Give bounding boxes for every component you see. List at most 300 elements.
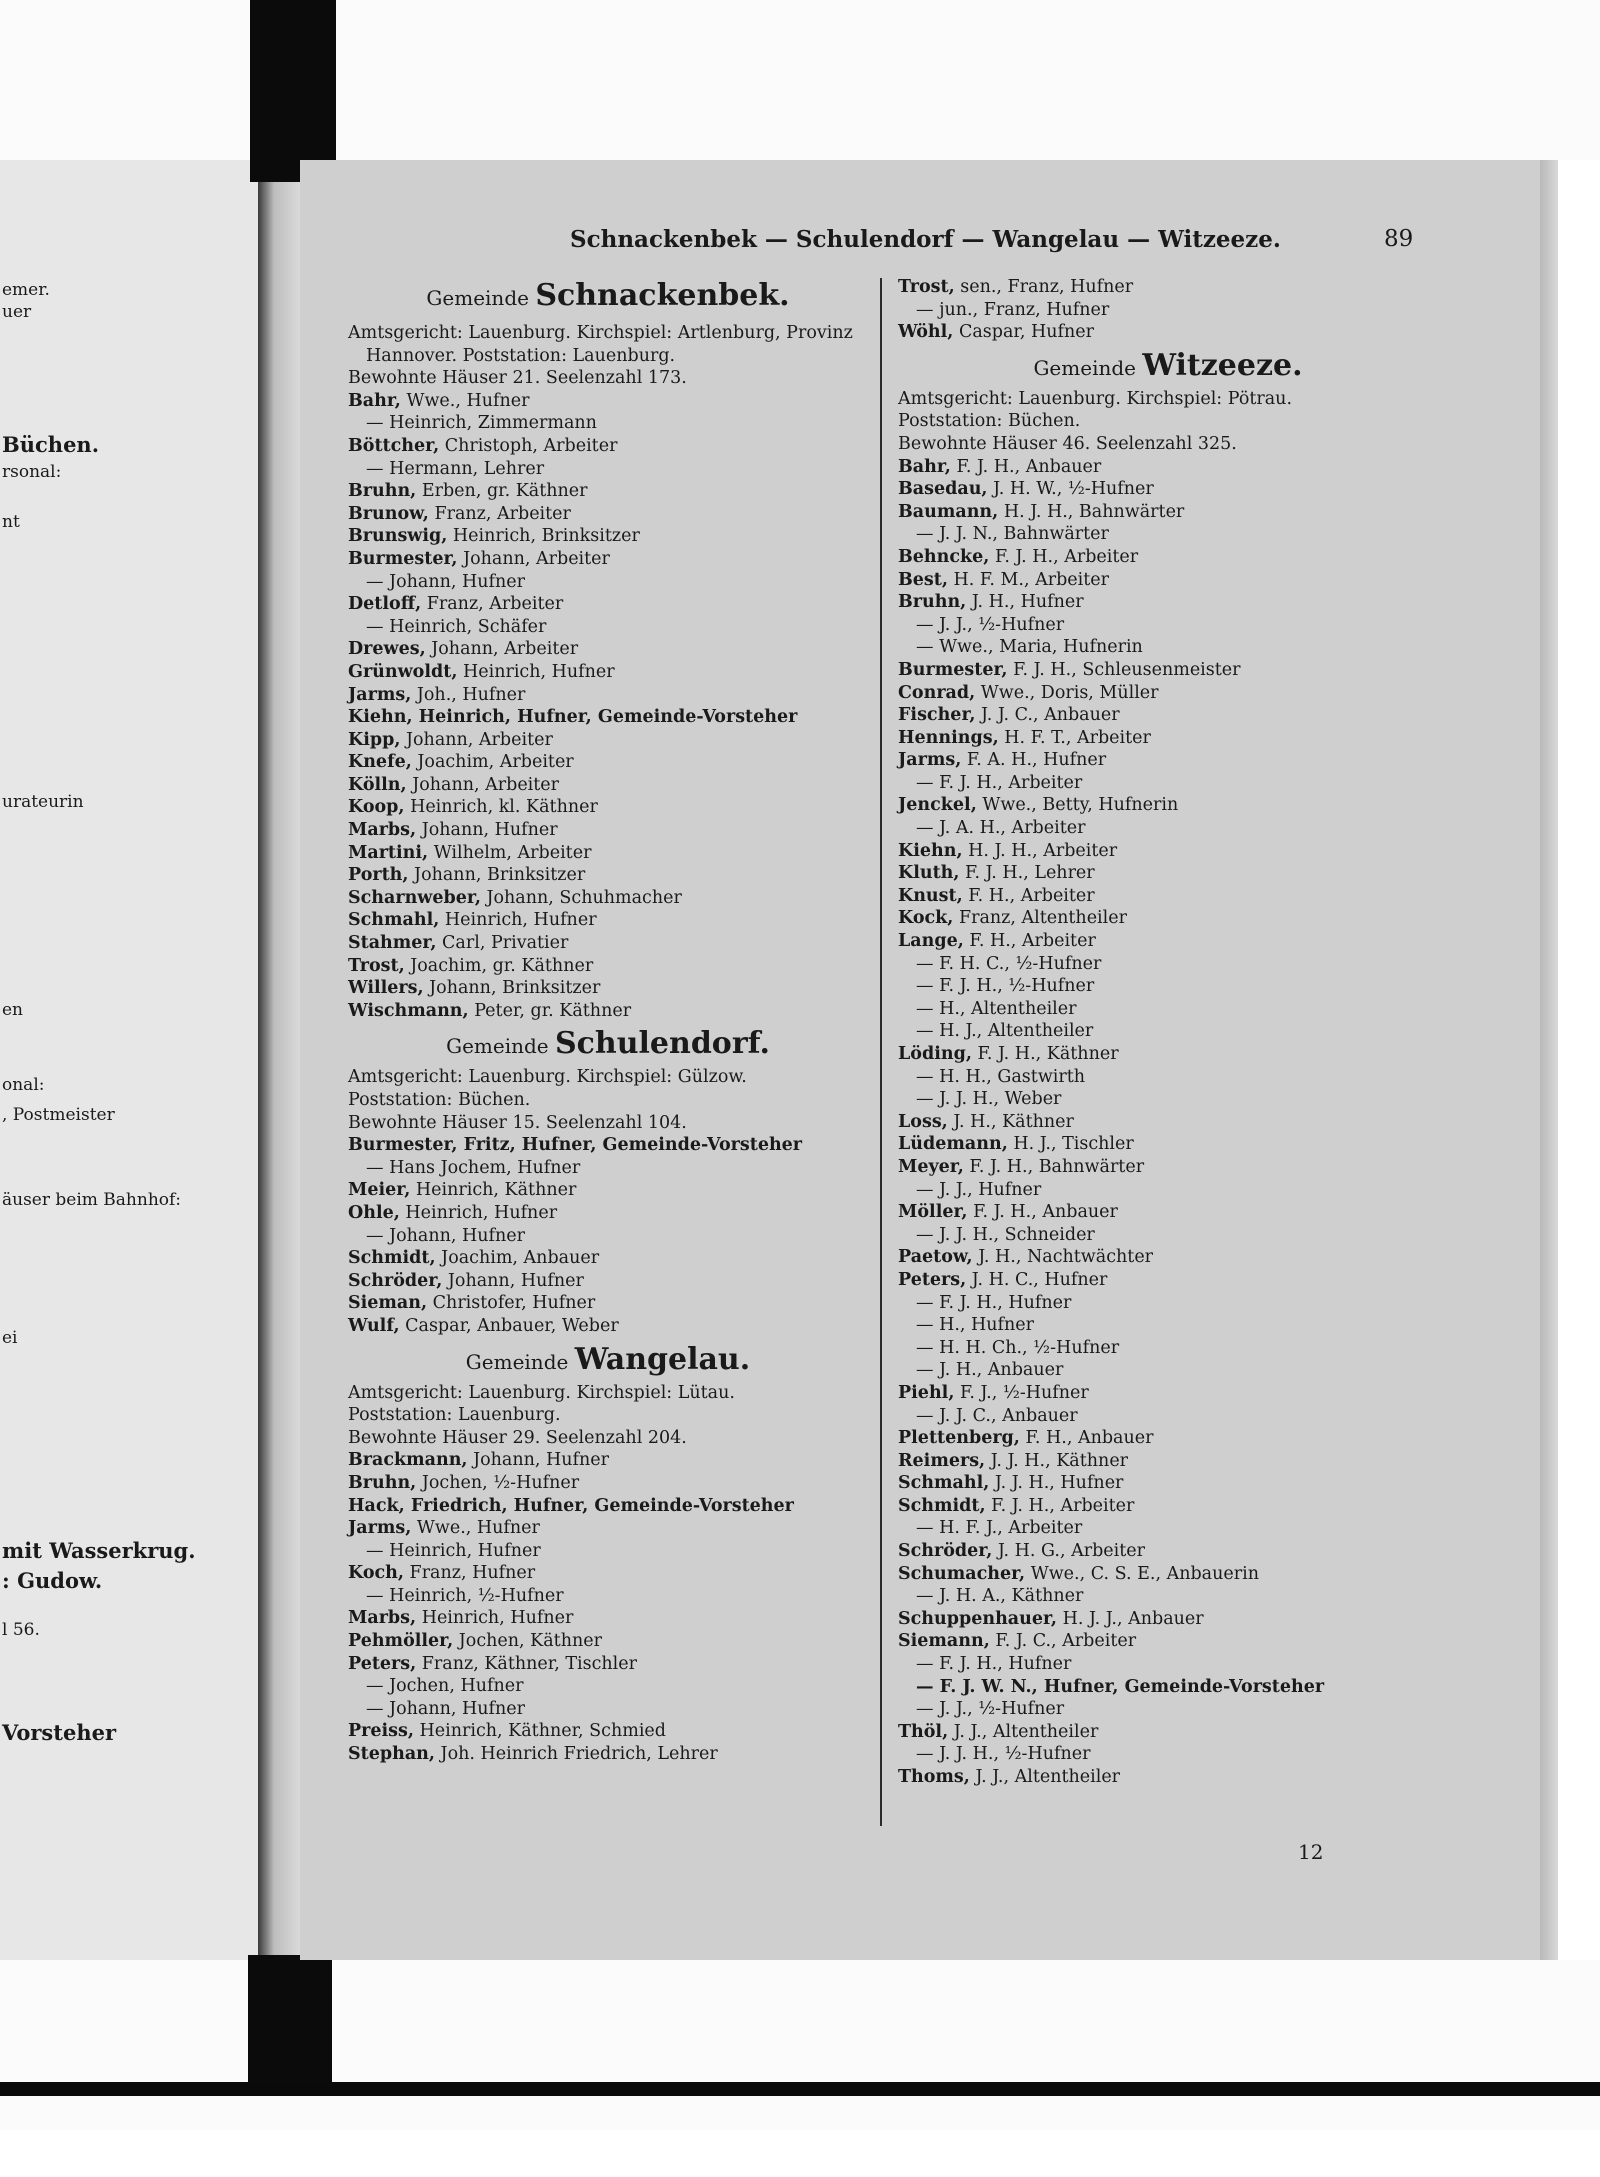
gemeinde-label: Gemeinde <box>465 1349 569 1374</box>
resident-details: Johann, Brinksitzer <box>408 865 586 886</box>
resident-details: Johann, Arbeiter <box>425 639 579 660</box>
left-page-text: ei <box>2 1328 18 1348</box>
resident-details: F. J. H., Käthner <box>971 1044 1119 1064</box>
resident-entry-vorsteher <box>348 1495 868 1518</box>
resident-details: Wwe., Hufner <box>400 390 530 411</box>
info-text: Bewohnte Häuser 29. Seelenzahl 204. <box>348 1427 687 1448</box>
resident-entry <box>898 704 1438 727</box>
resident-entry <box>348 1292 868 1315</box>
resident-surname: Wöhl, <box>898 322 954 343</box>
resident-subentry <box>348 458 868 481</box>
resident-surname: Trost, <box>898 277 955 297</box>
resident-details: Carl, Privatier <box>436 933 569 954</box>
resident-details: Heinrich, Brinksitzer <box>447 526 640 547</box>
resident-details: — H. F. J., Arbeiter <box>916 1518 1083 1539</box>
resident-surname: Thöl, <box>898 1721 949 1742</box>
resident-entry <box>898 456 1438 479</box>
resident-surname: Peters, <box>898 1269 967 1290</box>
resident-details: — F. J. H., Arbeiter <box>916 772 1083 793</box>
column-divider <box>880 278 882 1826</box>
resident-entry <box>898 840 1438 863</box>
resident-details: J. H. W., ½-Hufner <box>987 479 1154 500</box>
resident-details: — J. J. H., ½-Hufner <box>916 1744 1091 1765</box>
gemeinde-info <box>898 388 1438 411</box>
resident-details: Joh. Heinrich Friedrich, Lehrer <box>434 1744 718 1765</box>
resident-surname: Wulf, <box>348 1315 400 1336</box>
resident-entry <box>348 1179 868 1202</box>
resident-details: Jochen, ½-Hufner <box>416 1472 580 1493</box>
resident-entry <box>348 1517 868 1540</box>
resident-subentry <box>898 1224 1438 1247</box>
resident-details: Christofer, Hufner <box>427 1293 596 1314</box>
resident-details: J. J. H., Käthner <box>985 1450 1129 1471</box>
resident-details: Heinrich, Hufner <box>439 910 597 931</box>
resident-entry <box>348 1247 868 1270</box>
running-header: Schnackenbek — Schulendorf — Wangelau — Witzeeze. <box>570 226 1281 253</box>
scan-border <box>0 2082 1600 2096</box>
resident-surname: Kluth, <box>898 863 960 884</box>
resident-subentry <box>348 1675 868 1698</box>
resident-entry <box>348 1653 868 1676</box>
resident-entry <box>898 1721 1438 1744</box>
resident-details: — Hermann, Lehrer <box>366 458 545 479</box>
gemeinde-heading <box>348 1338 868 1382</box>
gemeinde-name: Witzeeze. <box>1142 347 1303 383</box>
resident-surname: Martini, <box>348 842 429 863</box>
resident-details: — J. J. C., Anbauer <box>916 1405 1078 1426</box>
resident-surname: Kock, <box>898 908 954 929</box>
resident-surname: Pehmöller, <box>348 1631 454 1652</box>
resident-surname: Schröder, <box>898 1541 993 1562</box>
resident-details: — H., Hufner <box>916 1315 1035 1336</box>
resident-details: Wwe., Hufner <box>411 1518 540 1539</box>
resident-entry <box>348 909 868 932</box>
resident-entry <box>898 546 1438 569</box>
resident-surname: Bahr, <box>348 390 401 411</box>
left-column <box>348 276 868 1766</box>
resident-surname: Ohle, <box>348 1202 400 1223</box>
resident-details: — H., Altentheiler <box>916 998 1077 1019</box>
info-text: Bewohnte Häuser 15. Seelenzahl 104. <box>348 1112 687 1133</box>
left-page-text: rsonal: <box>2 462 62 482</box>
resident-surname: Lüdemann, <box>898 1134 1008 1155</box>
scan-background <box>0 1960 1600 2130</box>
resident-surname: Stephan, <box>348 1744 435 1765</box>
gemeinde-label: Gemeinde <box>1033 355 1136 380</box>
resident-details: Johann, Brinksitzer <box>423 978 601 999</box>
left-page-text: äuser beim Bahnhof: <box>2 1190 182 1210</box>
info-text: Poststation: Büchen. <box>898 411 1081 432</box>
resident-entry <box>898 1563 1438 1586</box>
resident-details: J. J. C., Anbauer <box>975 705 1120 726</box>
resident-details: J. H., Käthner <box>947 1111 1074 1132</box>
resident-details: — H. H., Gastwirth <box>916 1066 1086 1087</box>
resident-details: Franz, Käthner, Tischler <box>416 1653 637 1674</box>
resident-details: — Johann, Hufner <box>366 1225 525 1246</box>
resident-surname: Detloff, <box>348 594 422 615</box>
resident-surname: Koch, <box>348 1563 404 1584</box>
resident-surname: Marbs, <box>348 1608 417 1629</box>
resident-details: F. J. H., Schleusenmeister <box>1007 659 1241 680</box>
info-text: Bewohnte Häuser 21. Seelenzahl 173. <box>348 368 687 389</box>
resident-surname: Hennings, <box>898 727 999 748</box>
info-text: Poststation: Büchen. <box>348 1090 531 1110</box>
resident-surname: Bruhn, <box>348 1472 417 1493</box>
resident-subentry <box>348 412 868 435</box>
resident-entry <box>898 1630 1438 1653</box>
resident-subentry <box>898 1314 1438 1337</box>
resident-details: F. H., Arbeiter <box>963 931 1096 952</box>
left-page-text: l 56. <box>2 1620 40 1640</box>
resident-surname: Loss, <box>898 1111 948 1132</box>
resident-entry-vorsteher <box>348 706 868 729</box>
resident-details: Wilhelm, Arbeiter <box>428 842 592 863</box>
resident-details: Joachim, Arbeiter <box>411 752 574 773</box>
resident-details: Franz, Altentheiler <box>953 908 1127 929</box>
book-binding <box>250 0 336 182</box>
resident-surname: Lange, <box>898 931 964 952</box>
gemeinde-info <box>348 345 868 368</box>
resident-subentry <box>898 1743 1438 1766</box>
resident-entry <box>898 1382 1438 1405</box>
resident-details: F. A. H., Hufner <box>961 750 1107 771</box>
resident-entry <box>348 774 868 797</box>
gemeinde-info <box>348 1404 868 1427</box>
book-gutter <box>258 160 304 1960</box>
resident-details: F. J. H., Anbauer <box>967 1202 1118 1223</box>
resident-surname: Grünwoldt, <box>348 661 458 682</box>
resident-entry <box>348 525 868 548</box>
gemeinde-info <box>348 1112 868 1135</box>
resident-details: J. H., Nachtwächter <box>972 1247 1154 1268</box>
resident-details: F. J. H., Arbeiter <box>985 1495 1135 1516</box>
resident-entry <box>348 751 868 774</box>
resident-subentry <box>898 1585 1438 1608</box>
resident-details: F. H., Arbeiter <box>962 885 1095 906</box>
resident-surname: Jarms, <box>348 1518 412 1539</box>
resident-surname: Stahmer, <box>348 933 437 954</box>
resident-details: F. J. H., Bahnwärter <box>963 1156 1145 1177</box>
resident-details: J. J., Altentheiler <box>969 1767 1121 1787</box>
gemeinde-label: Gemeinde <box>426 286 529 310</box>
resident-details: Joachim, gr. Käthner <box>404 955 594 976</box>
resident-subentry <box>898 1676 1438 1699</box>
resident-details: Franz, Hufner <box>403 1563 536 1584</box>
gemeinde-heading <box>348 276 868 322</box>
resident-surname: Siemann, <box>898 1631 990 1652</box>
resident-details: Caspar, Hufner <box>953 322 1094 343</box>
resident-surname: Peters, <box>348 1653 417 1674</box>
resident-details: — F. J. W. N., Hufner, Gemeinde-Vorsteher <box>916 1676 1325 1697</box>
resident-entry <box>348 480 868 503</box>
resident-entry <box>348 977 868 1000</box>
resident-details: Heinrich, Käthner <box>410 1180 577 1201</box>
resident-entry <box>348 435 868 458</box>
gemeinde-info <box>898 433 1438 456</box>
info-text: Bewohnte Häuser 46. Seelenzahl 325. <box>898 433 1237 454</box>
left-page-text: : Gudow. <box>2 1568 103 1593</box>
resident-subentry <box>348 1225 868 1248</box>
resident-details: — J. J., ½-Hufner <box>916 1699 1065 1720</box>
resident-details: — F. J. H., ½-Hufner <box>916 976 1095 997</box>
resident-surname: Bahr, <box>898 456 951 477</box>
resident-surname: Brackmann, <box>348 1450 468 1471</box>
gemeinde-info <box>348 322 868 345</box>
resident-surname: Porth, <box>348 865 409 886</box>
resident-entry <box>348 1472 868 1495</box>
resident-details: Heinrich, Hufner <box>457 661 615 682</box>
resident-details: Wwe., Betty, Hufnerin <box>976 795 1179 816</box>
resident-details: — J. H., Anbauer <box>916 1360 1064 1381</box>
resident-entry <box>898 591 1438 614</box>
resident-surname: Burmester, Fritz, Hufner, Gemeinde-Vorsteher <box>348 1135 803 1156</box>
resident-surname: Meyer, <box>898 1156 964 1177</box>
resident-details: Johann, Schuhmacher <box>480 887 682 908</box>
resident-entry <box>348 1630 868 1653</box>
resident-subentry <box>348 616 868 639</box>
resident-subentry <box>348 1698 868 1721</box>
resident-entry <box>348 864 868 887</box>
resident-details: Jochen, Käthner <box>453 1631 602 1652</box>
resident-details: — jun., Franz, Hufner <box>916 299 1110 320</box>
resident-entry <box>348 819 868 842</box>
resident-surname: Kiehn, <box>898 840 963 861</box>
gemeinde-info <box>348 1427 868 1450</box>
resident-subentry <box>898 1088 1438 1111</box>
resident-details: — J. J., Hufner <box>916 1179 1042 1200</box>
resident-subentry <box>898 1337 1438 1360</box>
resident-surname: Kölln, <box>348 774 407 795</box>
resident-subentry <box>898 975 1438 998</box>
resident-entry <box>348 729 868 752</box>
resident-entry <box>348 796 868 819</box>
left-page-text: Büchen. <box>2 432 100 457</box>
resident-details: J. H. C., Hufner <box>966 1269 1108 1290</box>
resident-surname: Schmahl, <box>348 910 440 931</box>
resident-entry <box>348 1449 868 1472</box>
resident-surname: Best, <box>898 569 948 590</box>
resident-surname: Schmahl, <box>898 1473 990 1494</box>
resident-surname: Jarms, <box>348 684 412 705</box>
resident-surname: Brunswig, <box>348 526 448 547</box>
resident-subentry <box>898 1405 1438 1428</box>
resident-entry <box>348 887 868 910</box>
resident-details: Johann, Hufner <box>416 820 558 841</box>
resident-surname: Löding, <box>898 1044 972 1064</box>
scan-background <box>0 0 1600 160</box>
resident-surname: Marbs, <box>348 820 417 841</box>
left-page-text: onal: <box>2 1075 45 1095</box>
resident-entry <box>898 1111 1438 1134</box>
resident-surname: Möller, <box>898 1202 968 1223</box>
gemeinde-info <box>348 1089 868 1112</box>
resident-details: — Hans Jochem, Hufner <box>366 1157 581 1178</box>
right-column <box>898 276 1438 1789</box>
resident-details: F. J. H., Anbauer <box>950 456 1102 477</box>
resident-entry <box>898 1043 1438 1066</box>
resident-entry <box>348 1315 868 1338</box>
info-text: Amtsgericht: Lauenburg. Kirchspiel: Lütau. <box>348 1382 735 1403</box>
resident-subentry <box>898 1359 1438 1382</box>
book-binding <box>248 1955 332 2085</box>
gemeinde-info <box>348 367 868 390</box>
left-page-text: mit Wasserkrug. <box>2 1538 196 1563</box>
resident-surname: Schmidt, <box>898 1495 986 1516</box>
resident-surname: Preiss, <box>348 1721 414 1742</box>
resident-details: J. J. H., Hufner <box>989 1473 1124 1494</box>
resident-details: H. J. J., Anbauer <box>1057 1608 1204 1629</box>
resident-details: — Johann, Hufner <box>366 571 525 592</box>
resident-subentry <box>898 1066 1438 1089</box>
resident-details: H. J. H., Bahnwärter <box>998 501 1185 522</box>
resident-subentry <box>898 614 1438 637</box>
resident-details: F. J. H., Arbeiter <box>989 546 1139 567</box>
resident-surname: Meier, <box>348 1180 411 1201</box>
resident-entry <box>898 276 1438 299</box>
resident-subentry <box>898 953 1438 976</box>
resident-details: J. H., Hufner <box>966 592 1084 613</box>
gemeinde-info <box>348 1066 868 1089</box>
resident-details: J. J., Altentheiler <box>948 1721 1099 1742</box>
resident-details: — Johann, Hufner <box>366 1698 525 1719</box>
resident-entry <box>898 501 1438 524</box>
resident-surname: Behncke, <box>898 546 990 567</box>
resident-subentry <box>348 1540 868 1563</box>
resident-entry <box>348 593 868 616</box>
info-text: Poststation: Lauenburg. <box>348 1405 561 1426</box>
resident-surname: Schmidt, <box>348 1248 436 1269</box>
resident-entry <box>348 842 868 865</box>
resident-details: — F. J. H., Hufner <box>916 1292 1072 1313</box>
left-page-text: , Postmeister <box>2 1105 115 1125</box>
resident-entry <box>898 930 1438 953</box>
info-text: Amtsgericht: Lauenburg. Kirchspiel: Artlenburg, Provinz <box>348 323 853 343</box>
resident-entry <box>898 1450 1438 1473</box>
resident-details: F. J. H., Lehrer <box>959 863 1095 884</box>
resident-entry <box>898 885 1438 908</box>
resident-details: H. J., Tischler <box>1007 1134 1134 1155</box>
resident-details: Joachim, Anbauer <box>435 1248 600 1269</box>
resident-details: Heinrich, Hufner <box>399 1202 558 1223</box>
resident-details: — Heinrich, Schäfer <box>366 616 547 637</box>
resident-entry <box>348 1000 868 1023</box>
resident-details: — J. H. A., Käthner <box>916 1586 1084 1607</box>
resident-details: F. H., Anbauer <box>1019 1428 1154 1449</box>
left-page-text: emer. <box>2 280 50 300</box>
resident-surname: Böttcher, <box>348 435 440 456</box>
resident-surname: Knust, <box>898 885 963 906</box>
resident-entry <box>898 321 1438 344</box>
resident-entry <box>898 682 1438 705</box>
resident-surname: Thoms, <box>898 1767 970 1787</box>
resident-details: — J. J., ½-Hufner <box>916 614 1065 635</box>
resident-details: Erben, gr. Käthner <box>416 481 588 502</box>
resident-subentry <box>898 1653 1438 1676</box>
resident-details: Peter, gr. Käthner <box>468 1000 632 1021</box>
resident-subentry <box>898 817 1438 840</box>
resident-entry <box>348 390 868 413</box>
resident-details: Heinrich, Hufner <box>416 1608 574 1629</box>
resident-entry <box>348 1743 868 1766</box>
resident-surname: Schuppenhauer, <box>898 1608 1058 1629</box>
resident-subentry <box>898 772 1438 795</box>
resident-details: — H. H. Ch., ½-Hufner <box>916 1337 1120 1358</box>
resident-subentry <box>898 1020 1438 1043</box>
gemeinde-name: Schnackenbek. <box>535 278 790 313</box>
resident-details: Wwe., C. S. E., Anbauerin <box>1025 1563 1259 1584</box>
info-text: Hannover. Poststation: Lauenburg. <box>366 345 676 366</box>
gemeinde-name: Wangelau. <box>574 1341 751 1377</box>
resident-entry <box>898 1201 1438 1224</box>
resident-details: Joh., Hufner <box>411 684 526 705</box>
resident-surname: Baumann, <box>898 501 999 522</box>
resident-details: Johann, Arbeiter <box>400 729 553 750</box>
resident-details: — H. J., Altentheiler <box>916 1021 1094 1042</box>
resident-entry <box>898 1133 1438 1156</box>
resident-entry <box>898 749 1438 772</box>
gemeinde-label: Gemeinde <box>446 1034 549 1059</box>
gemeinde-info <box>348 1382 868 1405</box>
resident-subentry <box>348 1157 868 1180</box>
resident-surname: Plettenberg, <box>898 1428 1020 1449</box>
resident-details: Wwe., Doris, Müller <box>975 682 1159 703</box>
resident-entry <box>898 727 1438 750</box>
resident-details: — Heinrich, ½-Hufner <box>366 1585 564 1606</box>
info-text: Amtsgericht: Lauenburg. Kirchspiel: Gülzow. <box>348 1067 747 1088</box>
resident-entry-vorsteher <box>348 1134 868 1157</box>
resident-surname: Drewes, <box>348 639 426 660</box>
left-page-text: Vorsteher <box>2 1720 117 1745</box>
resident-entry <box>898 1495 1438 1518</box>
resident-surname: Piehl, <box>898 1382 955 1403</box>
gemeinde-info <box>898 410 1438 433</box>
info-text: Amtsgericht: Lauenburg. Kirchspiel: Pötrau. <box>898 388 1293 409</box>
resident-surname: Scharnweber, <box>348 887 481 908</box>
resident-surname: Willers, <box>348 978 424 999</box>
resident-subentry <box>898 1698 1438 1721</box>
resident-surname: Fischer, <box>898 705 976 726</box>
resident-entry <box>898 1540 1438 1563</box>
resident-subentry <box>898 1517 1438 1540</box>
resident-details: Heinrich, kl. Käthner <box>404 797 598 818</box>
resident-details: — J. J. H., Schneider <box>916 1224 1095 1245</box>
resident-details: Johann, Hufner <box>467 1450 610 1471</box>
signature-mark: 12 <box>1298 1840 1324 1864</box>
resident-subentry <box>898 636 1438 659</box>
resident-details: — Jochen, Hufner <box>366 1676 524 1697</box>
resident-entry <box>898 1766 1438 1789</box>
resident-entry <box>898 907 1438 930</box>
resident-details: F. J., ½-Hufner <box>954 1382 1089 1403</box>
gemeinde-heading <box>348 1022 868 1066</box>
resident-entry <box>898 1427 1438 1450</box>
resident-subentry <box>348 1585 868 1608</box>
resident-entry <box>898 569 1438 592</box>
resident-surname: Paetow, <box>898 1247 973 1268</box>
resident-subentry <box>898 1292 1438 1315</box>
resident-details: — Heinrich, Hufner <box>366 1540 541 1561</box>
resident-details: Franz, Arbeiter <box>428 503 571 524</box>
resident-surname: Conrad, <box>898 682 976 703</box>
resident-details: — Heinrich, Zimmermann <box>366 413 597 434</box>
resident-details: F. J. C., Arbeiter <box>989 1631 1137 1652</box>
resident-details: H. F. M., Arbeiter <box>947 569 1109 590</box>
page-number: 89 <box>1384 226 1414 252</box>
resident-entry <box>348 661 868 684</box>
resident-surname: Sieman, <box>348 1293 428 1314</box>
resident-surname: Reimers, <box>898 1450 986 1471</box>
resident-entry <box>348 1562 868 1585</box>
